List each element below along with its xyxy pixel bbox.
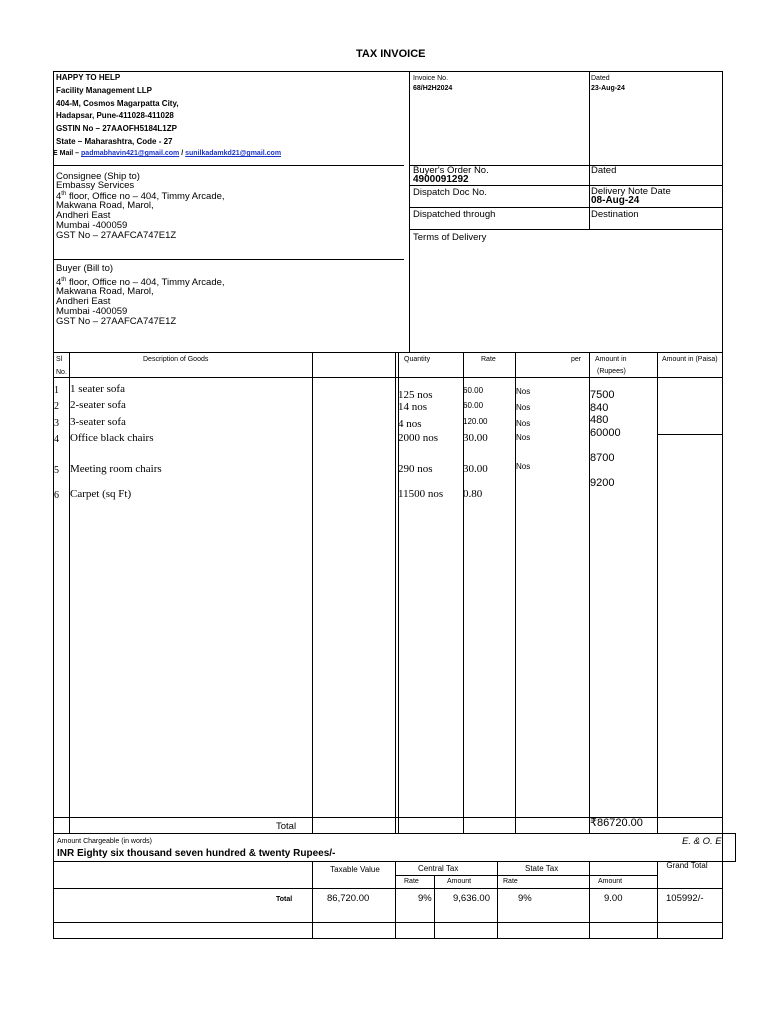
central-tax-label: Central Tax: [418, 864, 459, 873]
col-header-rupees: (Rupees): [597, 368, 626, 375]
table-header-top-line: [53, 352, 723, 353]
email-separator: /: [181, 150, 184, 157]
invoice-dated-label: Dated: [591, 75, 610, 82]
right-border: [722, 71, 723, 939]
total-amount: ₹86720.00: [590, 817, 643, 829]
seller-address-line1: 404-M, Cosmos Magarpatta City,: [56, 99, 179, 108]
seller-company: Facility Management LLP: [56, 86, 153, 95]
state-rate-value: 9%: [518, 893, 532, 904]
tax-total-label: Total: [276, 896, 293, 903]
row-amount: 480: [590, 414, 609, 426]
state-amount-value: 9.00: [604, 893, 623, 904]
col-header-rate: Rate: [481, 356, 496, 363]
col-header-per: per: [571, 356, 582, 363]
central-amount-label: Amount: [447, 878, 472, 885]
row-amount: 60000: [590, 427, 621, 439]
col-line-desc: [312, 352, 313, 833]
consignee-address-line1: 4th floor, Office no – 404, Timmy Arcade,: [56, 191, 225, 203]
taxable-value: 86,720.00: [327, 893, 370, 904]
state-rate-label: Rate: [503, 878, 518, 885]
row-description: Office black chairs: [70, 432, 154, 444]
row-amount: 840: [590, 402, 609, 414]
buyer-order-label: Buyer's Order No.: [413, 165, 489, 176]
row-per: Nos: [516, 462, 531, 471]
seller-name: HAPPY TO HELP: [56, 73, 121, 82]
col-header-amount: Amount in: [595, 356, 627, 363]
row-quantity: 11500 nos: [398, 488, 444, 500]
buyer-address-line3: Andheri East: [56, 296, 111, 307]
invoice-dated-value: 23-Aug-24: [591, 85, 625, 92]
amount-words-label: Amount Chargeable (in words): [57, 838, 152, 845]
invoice-no-label: Invoice No.: [413, 75, 449, 82]
row-sl: 1: [54, 385, 59, 396]
row-per: Nos: [516, 433, 531, 442]
row-rate: 60.00: [463, 386, 484, 395]
paisa-cell-line: [657, 434, 722, 435]
tax-col-line-2: [395, 861, 396, 939]
row-sl: 3: [54, 418, 59, 429]
header-right-divider: [589, 71, 590, 229]
row-amount: 9200: [590, 477, 615, 489]
row-description: Meeting room chairs: [70, 463, 162, 475]
consignee-bottom-line: [53, 259, 404, 260]
tax-col-line-3: [434, 875, 435, 939]
row-description: 3-seater sofa: [70, 416, 126, 428]
buyer-address-line4: Mumbai -400059: [56, 306, 128, 317]
col-header-paisa: Amount in (Paisa): [662, 356, 718, 363]
eoe-box-right-border: [735, 833, 736, 861]
header-top-border: [53, 71, 723, 72]
row-sl: 4: [54, 434, 59, 445]
tax-col-line-6: [657, 861, 658, 939]
row-quantity: 2000 nos: [398, 432, 439, 444]
col-line-qty-a: [395, 352, 396, 833]
row-rate: 30.00: [463, 463, 488, 475]
terms-of-delivery-label: Terms of Delivery: [413, 232, 487, 243]
row-per: Nos: [516, 419, 531, 428]
row-rate: 120.00: [463, 417, 488, 426]
grand-total-value: 105992/-: [666, 893, 704, 904]
central-rate-label: Rate: [404, 878, 419, 885]
buyer-address-line1: 4th floor, Office no – 404, Timmy Arcade,: [56, 277, 225, 289]
buyer-order-value: 4900091292: [413, 174, 469, 185]
taxable-value-label: Taxable Value: [330, 865, 380, 874]
buyer-gst: GST No – 27AAFCA747E1Z: [56, 316, 177, 327]
tax-col-line-5: [589, 861, 590, 939]
left-border: [53, 71, 54, 939]
dispatch-top-line: [409, 185, 722, 186]
delivery-note-label: Delivery Note Date: [591, 186, 671, 197]
row-quantity: 125 nos: [398, 389, 433, 401]
row-description: 1 seater sofa: [70, 383, 125, 395]
consignee-address-line4: Mumbai -400059: [56, 220, 128, 231]
email-link-2[interactable]: sunilkadamkd21@gmail.com: [185, 150, 282, 157]
col-header-sl: Sl: [56, 356, 63, 363]
tax-subheader-line: [395, 875, 657, 876]
tax-header-bottom-line: [53, 888, 723, 889]
tax-total-bottom-line: [53, 922, 723, 923]
row-amount: 7500: [590, 389, 615, 401]
central-rate-value: 9%: [418, 893, 432, 904]
row-description: 2-seater sofa: [70, 399, 126, 411]
buyer-address-line2: Makwana Road, Marol,: [56, 286, 154, 297]
tax-col-line-1: [312, 861, 313, 939]
order-dated-label: Dated: [591, 165, 617, 176]
consignee-address-line2: Makwana Road, Marol,: [56, 200, 154, 211]
invoice-no-value: 68/H2H2024: [413, 85, 453, 92]
dispatched-through-top-line: [409, 207, 722, 208]
email-link-1[interactable]: padmabhavin421@gmail.com: [81, 150, 180, 157]
row-per: Nos: [516, 403, 531, 412]
state-amount-label: Amount: [598, 878, 623, 885]
grand-total-label: Grand Total: [666, 861, 708, 870]
total-row-bottom-line: [53, 833, 736, 834]
total-label: Total: [276, 821, 297, 832]
row-rate: 0.80: [463, 488, 483, 500]
central-amount-value: 9,636.00: [453, 893, 490, 904]
row-rate: 60.00: [463, 401, 484, 410]
col-header-description: Description of Goods: [143, 356, 209, 363]
eoe-label: E. & O. E: [682, 836, 722, 847]
tax-table-bottom-line: [53, 938, 723, 939]
row-sl: 5: [54, 465, 59, 476]
seller-gstin: GSTIN No – 27AAOFH5184L1ZP: [56, 124, 177, 133]
state-tax-label: State Tax: [525, 864, 559, 873]
invoice-title: TAX INVOICE: [356, 48, 426, 60]
consignee-heading: Consignee (Ship to): [56, 171, 140, 182]
amount-in-words: INR Eighty six thousand seven hundred & twenty Rupees/-: [57, 848, 336, 859]
seller-state: State – Maharashtra, Code - 27: [56, 137, 173, 146]
seller-address-line2: Hadapsar, Pune-411028-411028: [56, 111, 174, 120]
tax-col-line-4: [497, 861, 498, 939]
consignee-gst: GST No – 27AAFCA747E1Z: [56, 230, 177, 241]
delivery-note-value: 08-Aug-24: [591, 195, 640, 206]
seller-email-row: [53, 150, 281, 157]
row-description: Carpet (sq Ft): [70, 488, 132, 500]
row-per: Nos: [516, 387, 531, 396]
row-rate: 30.00: [463, 432, 488, 444]
row-sl: 2: [54, 401, 59, 412]
row-sl: 6: [54, 490, 59, 501]
row-quantity: 14 nos: [398, 401, 428, 413]
dispatch-doc-label: Dispatch Doc No.: [413, 187, 487, 198]
seller-bottom-line: [53, 165, 404, 166]
row-amount: 8700: [590, 452, 615, 464]
col-header-quantity: Quantity: [404, 356, 431, 363]
header-mid-divider: [409, 71, 410, 352]
consignee-name: Embassy Services: [56, 180, 135, 191]
row-quantity: 290 nos: [398, 463, 433, 475]
col-line-paisa: [657, 352, 658, 833]
buyer-heading: Buyer (Bill to): [56, 263, 114, 274]
email-label: E Mail –: [53, 150, 80, 157]
col-header-no: No.: [56, 369, 67, 376]
terms-top-line: [409, 229, 722, 230]
destination-label: Destination: [591, 209, 639, 220]
dispatched-through-label: Dispatched through: [413, 209, 496, 220]
row-quantity: 4 nos: [398, 418, 422, 430]
consignee-address-line3: Andheri East: [56, 210, 111, 221]
table-header-bottom-line: [53, 377, 723, 378]
